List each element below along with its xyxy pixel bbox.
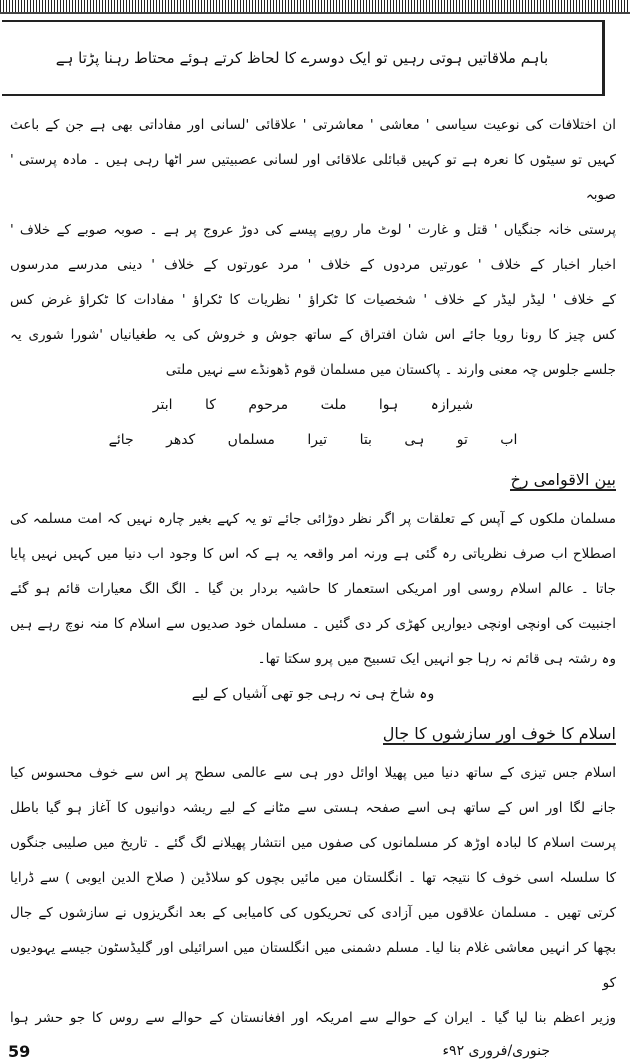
text-line: اصطلاح اب صرف نظریاتی رہ گئی ہے ورنہ امر واقعہ یہ ہے کہ اس کا وجود اب دنیا میں کہیں نہیں پایا bbox=[10, 546, 616, 562]
text-line: بچھا کر انہیں معاشی غلام بنا لیا۔ مسلم دشمنی میں انگلستان میں اسرائیلی اور گلیڈسٹون جیسے یہودیوں کو bbox=[10, 940, 616, 991]
text-line: وہ رشتہ ہی قائم نہ رہا جو انہیں ایک تسبیح میں پرو سکتا تھا۔ bbox=[257, 651, 616, 667]
page-number: 59 bbox=[8, 1041, 31, 1061]
text-line: پرستی خانہ جنگیاں ' قتل و غارت ' لوٹ مار روپے پیسے کی دوڑ عروج پر ہے ۔ صوبہ صوبے کے خلاف ' bbox=[10, 222, 616, 238]
verse-line: اب تو ہی بتا تیرا مسلماں کدھر جائے bbox=[108, 432, 518, 448]
text-line: پرست اسلام کا لبادہ اوڑھ کر مسلمانوں کی صفوں میں انتشار پھیلانے لگ گئے ۔ تاریخ میں صلیبی جنگوں bbox=[10, 835, 616, 851]
section-heading-fear-of-islam bbox=[10, 712, 616, 756]
text-line: کس چیز کا رونا رویا جائے اس شان افتراق کے ساتھ جوش و خروش کی یہ طغیانیاں 'شورا شوری یہ bbox=[10, 327, 616, 343]
text-line: جلسے جلوس چہ معنی وارند ۔ پاکستان میں مسلمان قوم ڈھونڈے سے نہیں ملتی bbox=[165, 362, 616, 378]
top-border bbox=[0, 0, 630, 12]
text-line: اخبار اخبار کے خلاف ' عورتیں مردوں کے خلاف ' مرد عورتوں کے خلاف ' دینی مدرسے مدرسوں bbox=[10, 257, 616, 273]
heading-text: اسلام کا خوف اور سازشوں کا جال bbox=[382, 724, 616, 743]
text-line: اسلام جس تیزی کے ساتھ دنیا میں پھیلا اوائل دور ہی سے عالمی سطح پر اس سے خوف محسوس کیا bbox=[10, 765, 616, 781]
verse-line: شیرازہ ہوا ملت مرحوم کا ابتر bbox=[152, 397, 474, 413]
paragraph-3 bbox=[10, 756, 616, 1036]
text-line: وزیر اعظم بنا لیا گیا ۔ ایران کے حوالے سے امریکہ اور افغانستان کے حوالے سے روس کا جو حشر ہوا bbox=[10, 1010, 616, 1026]
couplet-1 bbox=[10, 388, 616, 458]
text-line: ان اختلافات کی نوعیت سیاسی ' معاشی ' معاشرتی ' علاقائی 'لسانی اور مفاداتی بھی ہے جن کے باعث bbox=[10, 117, 616, 133]
paragraph-2 bbox=[10, 502, 616, 677]
text-line: کہیں تو سیٹوں کا نعرہ ہے تو کہیں قبائلی علاقائی اور لسانی عصبیتیں سر اٹھا رہی ہیں ۔ مادہ پرستی ' صوبہ bbox=[10, 152, 616, 203]
pull-quote-box bbox=[2, 20, 605, 96]
section-heading-international bbox=[10, 458, 616, 502]
text-line: کے خلاف ' لیڈر لیڈر کے خلاف ' شخصیات کا ٹکراؤ ' نظریات کا ٹکراؤ ' مفادات کا ٹکراؤ غرض کس bbox=[10, 292, 616, 308]
page-footer bbox=[8, 1040, 550, 1062]
article-body bbox=[10, 108, 616, 1036]
pull-quote-text: باہم ملاقاتیں ہوتی رہیں تو ایک دوسرے کا لحاظ کرتے ہوئے محتاط رہنا پڑتا ہے bbox=[55, 49, 549, 67]
text-line: اجنبیت کی اونچی اونچی دیواریں کھڑی کر دی گئیں ۔ مسلماں خود صدیوں سے اسلام کا منہ نوچ رہے ہیں bbox=[10, 616, 616, 632]
text-line: کرتی تھیں ۔ مسلمان علاقوں میں آزادی کی تحریکوں کی کامیابی کے بعد انگریزوں نے سازشوں کے جال bbox=[10, 905, 616, 921]
text-line: جاتا ۔ عالم اسلام روسی اور امریکی استعمار کا حاشیہ بردار بن گیا ۔ الگ الگ معیارات قائم ہو گئے bbox=[10, 581, 616, 597]
text-line: جانے لگا اور اس کے ساتھ ہی اسے صفحہ ہستی سے مٹانے کے لیے ریشہ دوانیوں کا آغاز ہو گیا باطل bbox=[10, 800, 616, 816]
heading-text: بین الاقوامی رخ bbox=[510, 470, 616, 489]
text-line: کا سلسلہ اسی خوف کا نتیجہ تھا ۔ انگلستان میں مائیں بچوں کو سلاڈین ( صلاح الدین ایوبی ) سے ڈرایا bbox=[10, 870, 616, 886]
paragraph-1 bbox=[10, 108, 616, 388]
text-line: مسلمان ملکوں کے آپس کے تعلقات پر اگر نظر دوڑائی جائے تو یہ کہے بغیر چارہ نہیں کہ امت مسلمہ کی bbox=[10, 511, 616, 527]
issue-date: جنوری/فروری ۹۲ء bbox=[442, 1043, 550, 1059]
couplet-2: وہ شاخ ہی نہ رہی جو تھی آشیاں کے لیے bbox=[191, 686, 435, 702]
